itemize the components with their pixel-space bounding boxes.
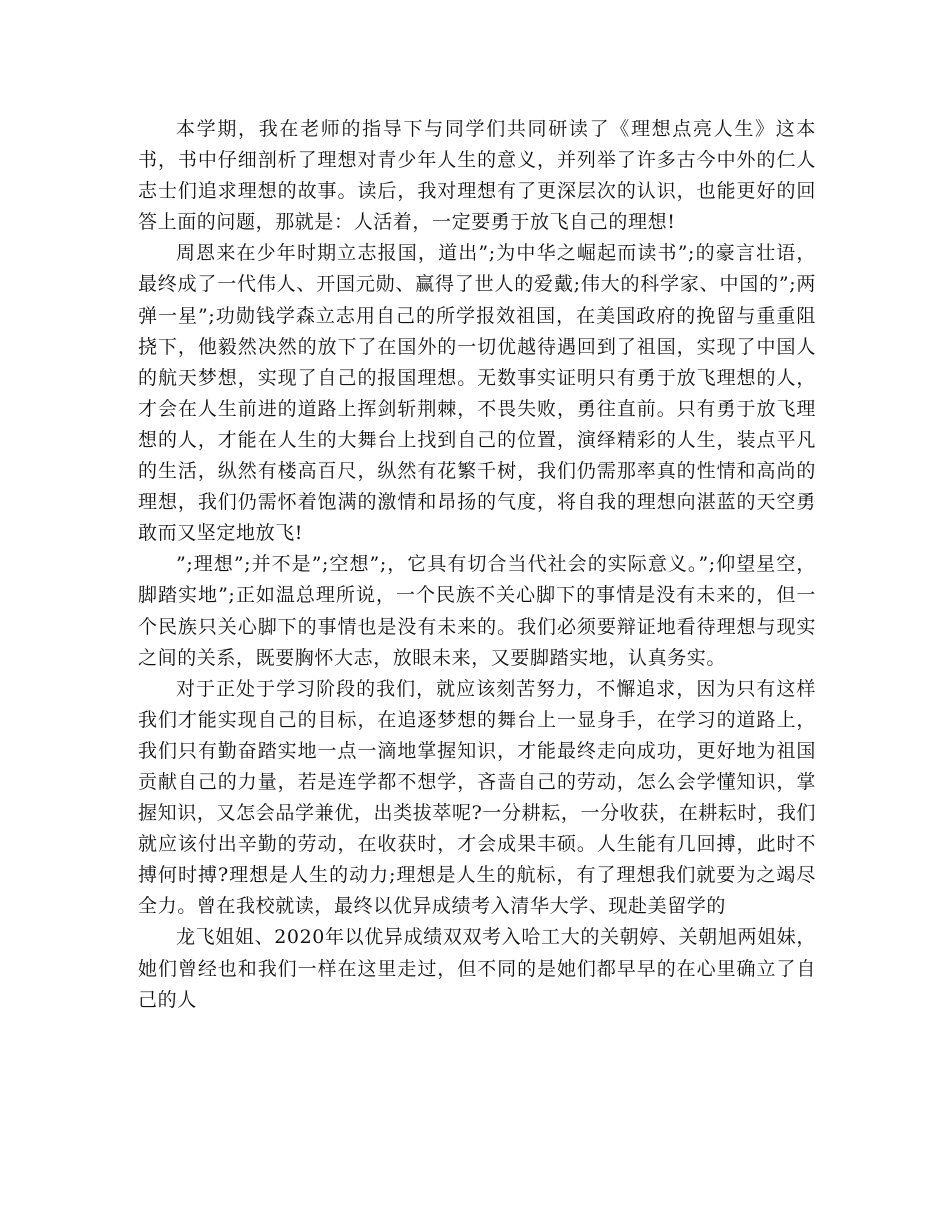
paragraph-2: 周恩来在少年时期立志报国，道出”;为中华之崛起而读书”;的豪言壮语，最终成了一代伟人、开国元勋、赢得了世人的爱戴;伟大的科学家、中国的”;两弹一星”;功勋钱学森立志用自己的所学报效祖国，在美国政府的挽留与重重阻挠下，他毅然决然的放下了在国外的一切优越待遇回到了祖国，实现了中国人的航天梦想，实现了自己的报国理想。无数事实证明只有勇于放飞理想的人，才会在人生前进的道路上挥剑斩荆棘，不畏失败，勇往直前。只有勇于放飞理想的人，才能在人生的大舞台上找到自己的位置，演绎精彩的人生，装点平凡的生活，纵然有楼高百尺，纵然有花繁千树，我们仍需那率真的性情和高尚的理想，我们仍需怀着饱满的激情和昂扬的气度，将自我的理想向湛蓝的天空勇敢而又坚定地放飞! [138,242,816,545]
paragraph-3: ”;理想”;并不是”;空想”;，它具有切合当代社会的实际意义。”;仰望星空，脚踏实地”;正如温总理所说，一个民族不关心脚下的事情是没有未来的，但一个民族只关心脚下的事情也是没有未来的。我们必须要辩证地看待理想与现实之间的关系，既要胸怀大志，放眼未来，又要脚踏实地，认真务实。 [138,553,816,669]
paragraph-5: 龙飞姐姐、2020年以优异成绩双双考入哈工大的关朝婷、关朝旭两姐妹，她们曾经也和我们一样在这里走过，但不同的是她们都早早的在心里确立了自己的人 [138,926,816,1011]
document-body [138,114,816,1016]
paragraph-1: 本学期，我在老师的指导下与同学们共同研读了《理想点亮人生》这本书，书中仔细剖析了理想对青少年人生的意义，并列举了许多古今中外的仁人志士们追求理想的故事。读后，我对理想有了更深层次的认识，也能更好的回答上面的问题，那就是：人活着，一定要勇于放飞自己的理想! [138,118,816,234]
paragraph-4: 对于正处于学习阶段的我们，就应该刻苦努力，不懈追求，因为只有这样我们才能实现自己的目标，在追逐梦想的舞台上一显身手，在学习的道路上，我们只有勤奋踏实地一点一滴地掌握知识，才能最终走向成功，更好地为祖国贡献自己的力量，若是连学都不想学，吝啬自己的劳动，怎么会学懂知识，掌握知识，又怎会品学兼优，出类拔萃呢?一分耕耘，一分收获，在耕耘时，我们就应该付出辛勤的劳动，在收获时，才会成果丰硕。人生能有几回搏，此时不搏何时搏?理想是人生的动力;理想是人生的航标，有了理想我们就要为之竭尽全力。曾在我校就读，最终以优异成绩考入清华大学、现赴美留学的 [138,677,816,918]
